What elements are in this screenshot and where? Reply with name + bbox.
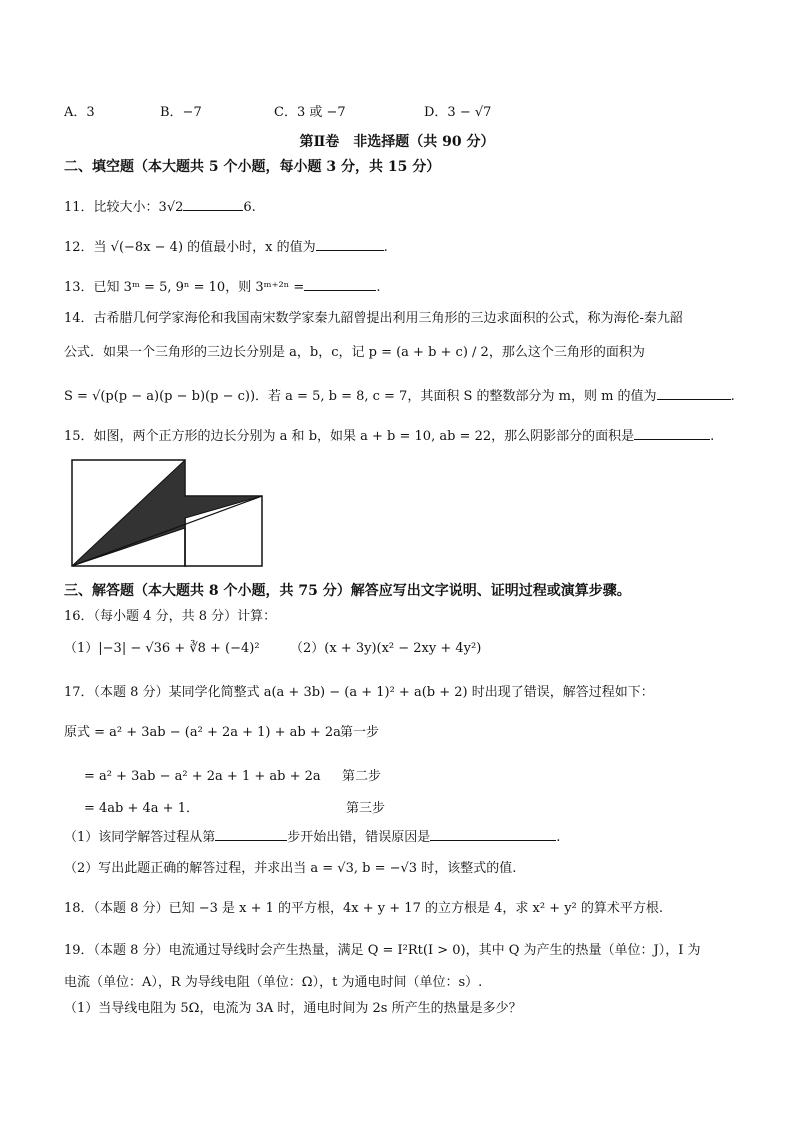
section3-heading: 三、解答题（本大题共 8 个小题，共 75 分）解答应写出文字说明、证明过程或演算步骤。 bbox=[64, 583, 631, 599]
q15-post: . bbox=[710, 429, 715, 444]
two-squares-figure bbox=[68, 456, 268, 570]
q13-post: . bbox=[376, 280, 381, 295]
q11-answer-blank[interactable] bbox=[183, 196, 243, 211]
q17-reason-blank[interactable] bbox=[430, 826, 556, 841]
q17-sub1-pre: （1）该同学解答过程从第 bbox=[64, 830, 216, 845]
question-11 bbox=[64, 196, 256, 217]
choice-c: C．3 或 −7 bbox=[274, 105, 346, 120]
q12-answer-blank[interactable] bbox=[316, 236, 384, 251]
q17-sub1 bbox=[64, 826, 560, 847]
section-title: 第Ⅱ卷 非选择题（共 90 分） bbox=[299, 134, 495, 150]
question-14-line1: 14．古希腊几何学家海伦和我国南宋数学家秦九韶曾提出利用三角形的三边求面积的公式，称为海伦-秦九韶 bbox=[64, 311, 683, 326]
question-12 bbox=[64, 236, 388, 257]
choice-b: B．−7 bbox=[160, 105, 202, 120]
q15-answer-blank[interactable] bbox=[634, 425, 710, 440]
question-14-line3 bbox=[64, 385, 735, 406]
question-18: 18．（本题 8 分）已知 −3 是 x + 1 的平方根，4x + y + 17 的立方根是 4，求 x² + y² 的算术平方根. bbox=[64, 901, 664, 916]
question-19-sub1: （1）当导线电阻为 5Ω，电流为 3A 时，通电时间为 2s 所产生的热量是多少？ bbox=[64, 1001, 522, 1016]
q17-sub2: （2）写出此题正确的解答过程，并求出当 a = √3, b = −√3 时，该整式的值. bbox=[64, 861, 517, 876]
q14-post: . bbox=[730, 389, 735, 404]
q17-step-blank[interactable] bbox=[215, 826, 287, 841]
choice-d: D．3 − √7 bbox=[424, 105, 492, 120]
q13-answer-blank[interactable] bbox=[304, 276, 376, 291]
q14-text: S = √(p(p − a)(p − b)(p − c))．若 a = 5, b = 8, c = 7，其面积 S 的整数部分为 m，则 m 的值为 bbox=[64, 389, 657, 404]
q11-text: 11．比较大小：3√2 bbox=[64, 200, 184, 215]
q12-post: . bbox=[383, 240, 388, 255]
q12-text: 12．当 √(−8x − 4) 的值最小时，x 的值为 bbox=[64, 240, 316, 255]
question-17-intro: 17．（本题 8 分）某同学化简整式 a(a + 3b) − (a + 1)² + a(b + 2) 时出现了错误，解答过程如下： bbox=[64, 685, 654, 700]
shaded-region bbox=[72, 460, 262, 566]
q17-step3-label: 第三步 bbox=[346, 801, 386, 816]
q17-step1: 原式 = a² + 3ab − (a² + 2a + 1) + ab + 2a bbox=[64, 725, 341, 740]
question-14-line2: 公式．如果一个三角形的三边长分别是 a，b，c，记 p = (a + b + c) / 2，那么这个三角形的面积为 bbox=[64, 345, 645, 360]
q17-step2-label: 第二步 bbox=[342, 769, 382, 784]
question-16-part2: （2）(x + 3y)(x² − 2xy + 4y²) bbox=[290, 641, 482, 656]
question-19-line1: 19．（本题 8 分）电流通过导线时会产生热量，满足 Q = I²Rt(I > 0)，其中 Q 为产生的热量（单位：J），I 为 bbox=[64, 943, 701, 958]
question-19-line2: 电流（单位：A），R 为导线电阻（单位：Ω），t 为通电时间（单位：s）. bbox=[64, 975, 483, 990]
choice-a: A．3 bbox=[64, 105, 95, 120]
question-13 bbox=[64, 276, 380, 297]
q14-answer-blank[interactable] bbox=[657, 385, 731, 400]
q15-text: 15．如图，两个正方形的边长分别为 a 和 b，如果 a + b = 10, ab = 22，那么阴影部分的面积是 bbox=[64, 429, 635, 444]
q17-sub1-post: . bbox=[556, 830, 561, 845]
question-16-intro: 16．（每小题 4 分，共 8 分）计算： bbox=[64, 609, 277, 624]
q13-text: 13．已知 3ᵐ = 5, 9ⁿ = 10，则 3ᵐ⁺²ⁿ = bbox=[64, 280, 305, 295]
q17-step2: = a² + 3ab − a² + 2a + 1 + ab + 2a bbox=[84, 769, 321, 784]
q17-step3: = 4ab + 4a + 1． bbox=[84, 801, 199, 816]
question-15 bbox=[64, 425, 714, 446]
section2-heading: 二、填空题（本大题共 5 个小题，每小题 3 分，共 15 分） bbox=[64, 159, 441, 175]
q17-step1-label: 第一步 bbox=[340, 725, 380, 740]
q11-post: 6. bbox=[243, 200, 256, 215]
question-16-part1: （1）|−3| − √36 + ∛8 + (−4)² bbox=[64, 641, 260, 656]
q17-sub1-mid: 步开始出错，错误原因是 bbox=[287, 830, 431, 845]
